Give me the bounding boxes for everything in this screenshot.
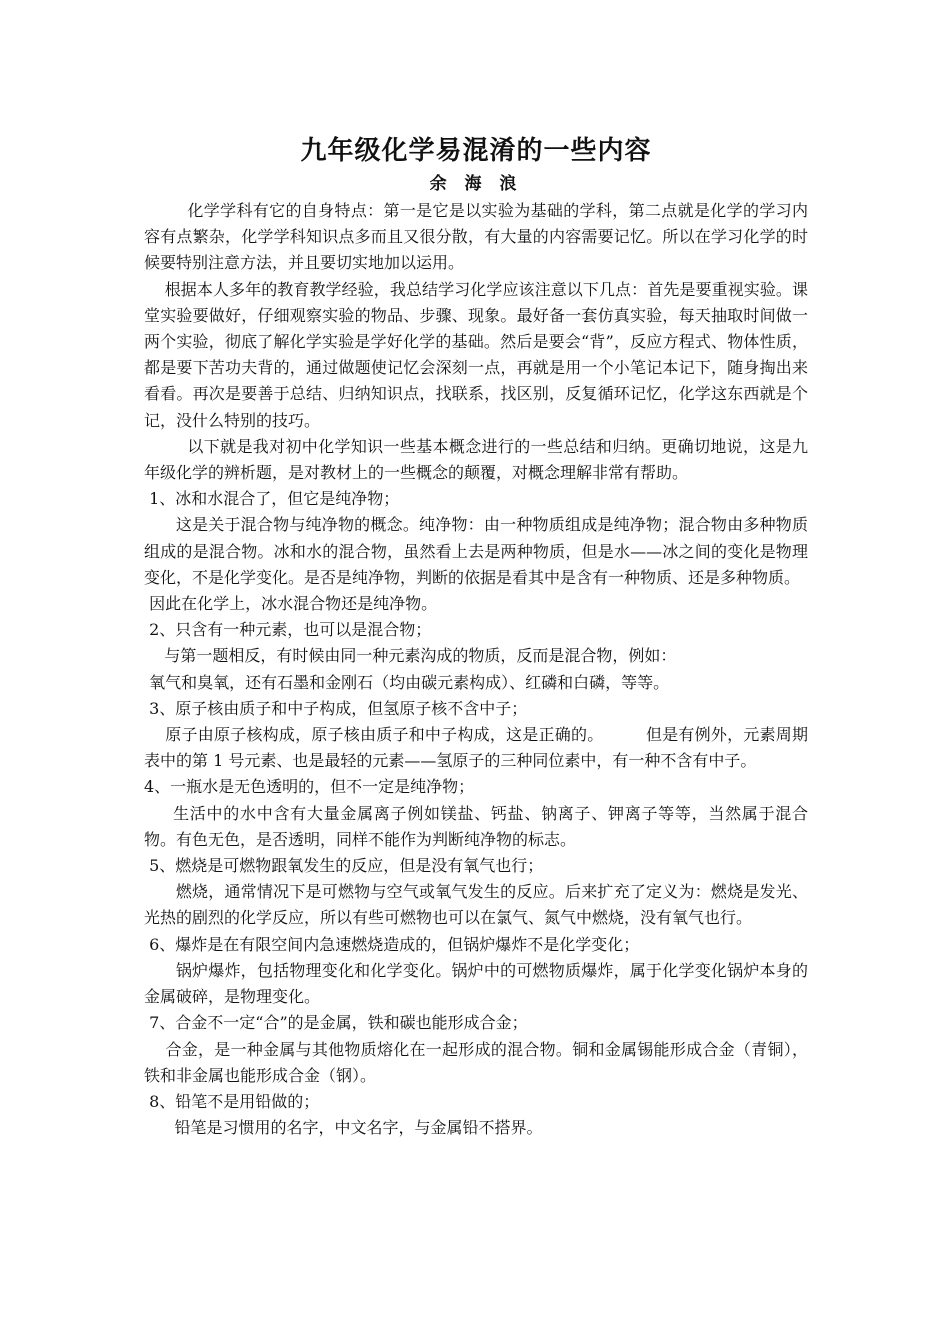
item-1-conclusion: 因此在化学上，冰水混合物还是纯净物。 <box>144 594 438 614</box>
item-3-heading: 3、原子核由质子和中子构成，但氢原子核不含中子； <box>144 698 528 718</box>
item-3-explanation: 原子由原子核构成，原子核由质子和中子构成，这是正确的。 但是有例外，元素周期表中的第 1 号元素、也是最轻的元素——氢原子的三种同位素中，有一种不含有中子。 <box>144 725 808 771</box>
document-title: 九年级化学易混淆的一些内容 <box>300 136 652 166</box>
item-1-explanation: 这是关于混合物与纯净物的概念。纯净物：由一种物质组成是纯净物；混合物由多种物质组成的是混合物。冰和水的混合物，虽然看上去是两种物质，但是水——冰之间的变化是物理变化，不是化学变化。是否是纯净物，判断的依据是看其中是含有一种物质、还是多种物质。 <box>144 515 808 587</box>
method-paragraph: 根据本人多年的教育教学经验，我总结学习化学应该注意以下几点：首先是要重视实验。课堂实验要做好，仔细观察实验的物品、步骤、现象。最好备一套仿真实验，每天抽取时间做一两个实验，彻底了解化学实验是学好化学的基础。然后是要会“背”，反应方程式、物体性质，都是要下苦功夫背的，通过做题使记忆会深刻一点，再就是用一个小笔记本记下，随身掏出来看看。再次是要善于总结、归纳知识点，找联系，找区别，反复循环记忆，化学这东西就是个记，没什么特别的技巧。 <box>144 279 808 430</box>
item-1-heading: 1、冰和水混合了，但它是纯净物； <box>144 489 400 509</box>
item-4-heading: 4、一瓶水是无色透明的，但不一定是纯净物； <box>144 777 475 797</box>
summary-paragraph: 以下就是我对初中化学知识一些基本概念进行的一些总结和归纳。更确切地说，这是九年级化学的辨析题，是对教材上的一些概念的颠覆，对概念理解非常有帮助。 <box>144 436 809 483</box>
item-8-explanation: 铅笔是习惯用的名字，中文名字，与金属铅不搭界。 <box>144 1118 543 1138</box>
intro-paragraph: 化学学科有它的自身特点：第一是它是以实验为基础的学科，第二点就是化学的学习内容有点繁杂，化学学科知识点多而且又很分散，有大量的内容需要记忆。所以在学习化学的时候要特别注意方法，并且要切实地加以运用。 <box>144 201 809 273</box>
item-6-heading: 6、爆炸是在有限空间内急速燃烧造成的，但锅炉爆炸不是化学变化； <box>144 934 640 954</box>
document-author: 余 海 浪 <box>429 174 523 194</box>
item-4-explanation: 生活中的水中含有大量金属离子例如镁盐、钙盐、钠离子、钾离子等等，当然属于混合物。有色无色，是否透明，同样不能作为判断纯净物的标志。 <box>144 803 808 849</box>
item-6-explanation: 锅炉爆炸，包括物理变化和化学变化。锅炉中的可燃物质爆炸，属于化学变化锅炉本身的金属破碎，是物理变化。 <box>144 960 808 1007</box>
item-8-heading: 8、铅笔不是用铅做的； <box>144 1091 320 1111</box>
item-7-heading: 7、合金不一定“合”的是金属，铁和碳也能形成合金； <box>144 1013 528 1033</box>
item-2-examples: 氧气和臭氧，还有石墨和金刚石（均由碳元素构成）、红磷和白磷，等等。 <box>144 672 670 692</box>
item-5-heading: 5、燃烧是可燃物跟氧发生的反应，但是没有氧气也行； <box>144 856 544 876</box>
item-5-explanation: 燃烧，通常情况下是可燃物与空气或氧气发生的反应。后来扩充了定义为：燃烧是发光、光热的剧烈的化学反应，所以有些可燃物也可以在氯气、氮气中燃烧，没有氧气也行。 <box>144 882 808 928</box>
item-2-heading: 2、只含有一种元素，也可以是混合物； <box>144 620 432 640</box>
document-page <box>144 132 808 1141</box>
item-7-explanation: 合金，是一种金属与其他物质熔化在一起形成的混合物。铜和金属锡能形成合金（青铜），铁和非金属也能形成合金（钢）。 <box>144 1039 808 1085</box>
document-body <box>144 198 808 1141</box>
item-2-explanation: 与第一题相反，有时候由同一种元素沟成的物质，反而是混合物，例如： <box>144 646 677 666</box>
